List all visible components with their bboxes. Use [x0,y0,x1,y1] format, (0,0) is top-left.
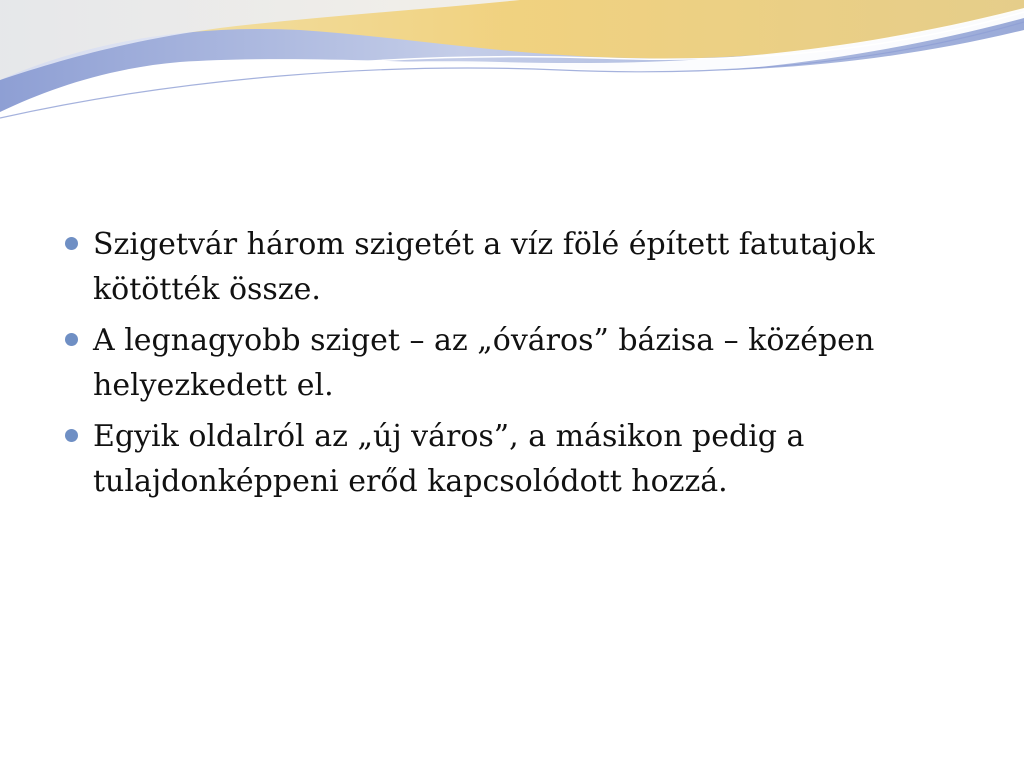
bullet-dot-icon [65,237,78,250]
bullet-text: Szigetvár három szigetét a víz fölé épített fatutajok kötötték össze. [93,227,875,307]
header-wave-decoration [0,0,1024,130]
bullet-item [62,414,962,504]
bullet-item [62,318,962,408]
bullet-item [62,222,962,312]
bullet-text: A legnagyobb sziget – az „óváros” bázisa – középen helyezkedett el. [93,323,875,403]
bullet-dot-icon [65,429,78,442]
slide-body [62,222,962,510]
bullet-text: Egyik oldalról az „új város”, a másikon pedig a tulajdonképpeni erőd kapcsolódott hozzá. [93,419,805,499]
bullet-list [62,222,962,504]
bullet-dot-icon [65,333,78,346]
